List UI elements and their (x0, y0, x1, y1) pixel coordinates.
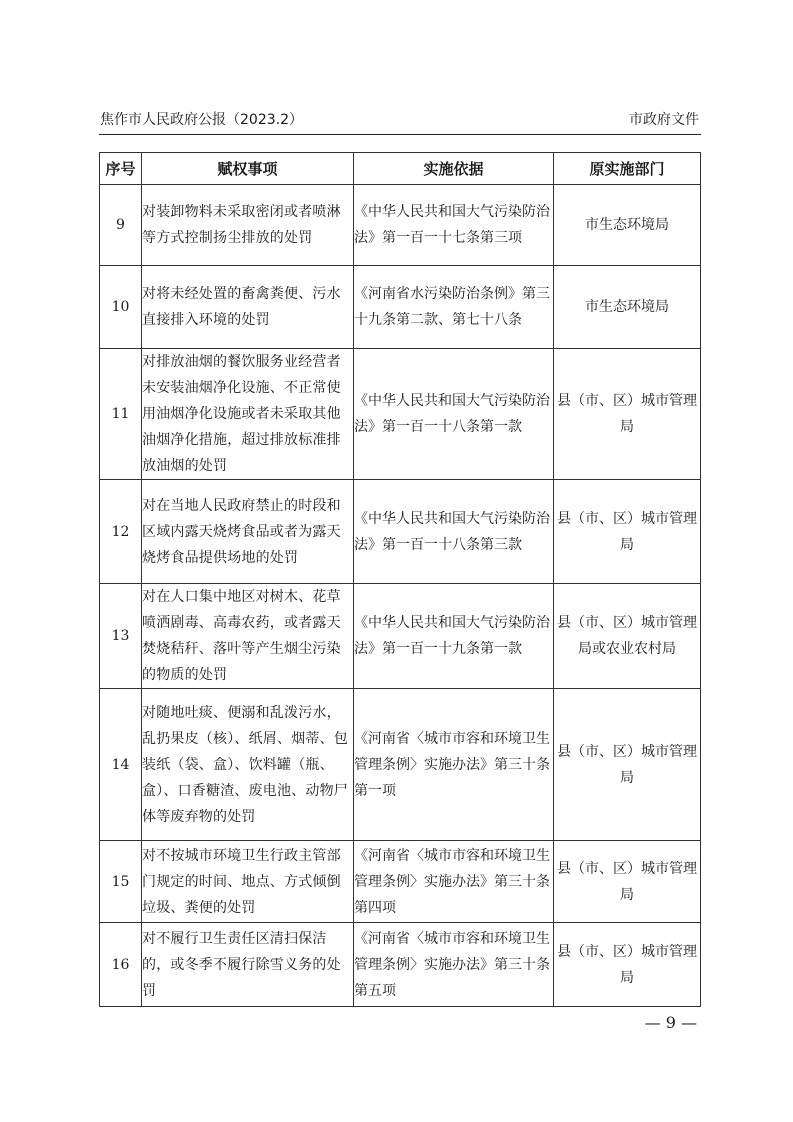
page-number: — 9 — (644, 1013, 697, 1032)
table-row (100, 480, 701, 584)
row-number: 16 (100, 923, 142, 1007)
row-number: 14 (100, 689, 142, 841)
table-row (100, 841, 701, 923)
row-number: 11 (100, 349, 142, 480)
row-item: 对将未经处置的畜禽粪便、污水直接排入环境的处罚 (142, 266, 354, 349)
row-department: 县（市、区）城市管理局 (554, 923, 701, 1007)
row-item: 对排放油烟的餐饮服务业经营者未安装油烟净化设施、不正常使用油烟净化设施或者未采取其他油烟净化措施，超过排放标准排放油烟的处罚 (142, 349, 354, 480)
row-department: 市生态环境局 (554, 266, 701, 349)
column-header-item: 赋权事项 (142, 153, 354, 185)
row-number: 12 (100, 480, 142, 584)
row-number: 13 (100, 584, 142, 689)
section-label: 市政府文件 (629, 112, 699, 128)
column-header-basis: 实施依据 (354, 153, 554, 185)
table-row (100, 266, 701, 349)
row-department: 县（市、区）城市管理局 (554, 349, 701, 480)
table-row (100, 923, 701, 1007)
table-row (100, 689, 701, 841)
row-item: 对不履行卫生责任区清扫保洁的，或冬季不履行除雪义务的处罚 (142, 923, 354, 1007)
row-basis: 《河南省〈城市市容和环境卫生管理条例〉实施办法》第三十条第五项 (354, 923, 554, 1007)
table-header-row (100, 153, 701, 185)
row-item: 对不按城市环境卫生行政主管部门规定的时间、地点、方式倾倒垃圾、粪便的处罚 (142, 841, 354, 923)
table-row (100, 584, 701, 689)
row-item: 对在当地人民政府禁止的时段和区域内露天烧烤食品或者为露天烧烤食品提供场地的处罚 (142, 480, 354, 584)
row-basis: 《河南省〈城市市容和环境卫生管理条例〉实施办法》第三十条第四项 (354, 841, 554, 923)
row-basis: 《河南省水污染防治条例》第三十九条第二款、第七十八条 (354, 266, 554, 349)
row-number: 15 (100, 841, 142, 923)
table-row (100, 349, 701, 480)
row-basis: 《中华人民共和国大气污染防治法》第一百一十九条第一款 (354, 584, 554, 689)
row-basis: 《河南省〈城市市容和环境卫生管理条例〉实施办法》第三十条第一项 (354, 689, 554, 841)
column-header-department: 原实施部门 (554, 153, 701, 185)
table-row (100, 185, 701, 266)
row-number: 10 (100, 266, 142, 349)
column-header-number: 序号 (100, 153, 142, 185)
row-item: 对装卸物料未采取密闭或者喷淋等方式控制扬尘排放的处罚 (142, 185, 354, 266)
row-basis: 《中华人民共和国大气污染防治法》第一百一十八条第三款 (354, 480, 554, 584)
row-number: 9 (100, 185, 142, 266)
publication-title: 焦作市人民政府公报（2023.2） (100, 112, 303, 128)
row-department: 市生态环境局 (554, 185, 701, 266)
row-department: 县（市、区）城市管理局 (554, 480, 701, 584)
row-item: 对在人口集中地区对树木、花草喷洒剧毒、高毒农药，或者露天焚烧秸秆、落叶等产生烟尘污染的物质的处罚 (142, 584, 354, 689)
row-basis: 《中华人民共和国大气污染防治法》第一百一十七条第三项 (354, 185, 554, 266)
authorization-table (99, 152, 701, 1007)
row-basis: 《中华人民共和国大气污染防治法》第一百一十八条第一款 (354, 349, 554, 480)
row-department: 县（市、区）城市管理局或农业农村局 (554, 584, 701, 689)
row-department: 县（市、区）城市管理局 (554, 689, 701, 841)
row-department: 县（市、区）城市管理局 (554, 841, 701, 923)
header-divider (99, 134, 701, 135)
row-item: 对随地吐痰、便溺和乱泼污水，乱扔果皮（核）、纸屑、烟蒂、包装纸（袋、盒）、饮料罐（瓶、盒）、口香糖渣、废电池、动物尸体等废弃物的处罚 (142, 689, 354, 841)
